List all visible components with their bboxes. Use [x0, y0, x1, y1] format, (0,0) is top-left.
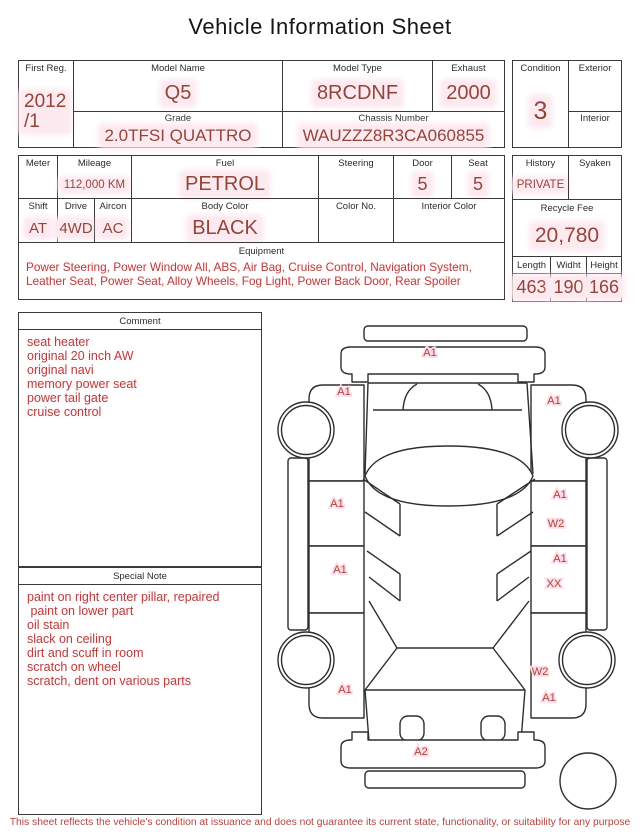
damage-code-label: A1: [547, 395, 561, 407]
note-line: scratch on wheel: [27, 660, 121, 674]
exterior-value: [569, 76, 621, 111]
note-line: paint on lower part: [27, 604, 134, 618]
model-name-label: Model Name: [151, 63, 205, 74]
recycle-fee-value: 20,780: [532, 224, 602, 248]
model-name-value: Q5: [162, 82, 195, 105]
condition-value: 3: [531, 97, 551, 126]
color-no-value: [319, 214, 393, 242]
aircon-label: Aircon: [99, 201, 127, 212]
aircon-value: AC: [100, 220, 127, 237]
equipment-value: Power Steering, Power Window All, ABS, Air Bag, Cruise Control, Navigation System, Leather Seat, Power Seat, Alloy Wheels, Fog Light, Power Back Door, Rear Spoiler: [26, 260, 472, 288]
comment-label: Comment: [19, 313, 261, 330]
syaken-value: [569, 171, 621, 199]
syaken-label: Syaken: [579, 158, 611, 169]
page-title: Vehicle Information Sheet: [188, 14, 452, 39]
color-no-label: Color No.: [335, 201, 377, 212]
damage-code-label: A1: [553, 489, 567, 501]
damage-code-label: A1: [338, 684, 352, 696]
grade-cell: [74, 112, 282, 147]
meter-cell: [19, 156, 57, 198]
note-line: oil stain: [27, 618, 70, 632]
condition-cell: [513, 61, 568, 147]
note-line: original 20 inch AW: [27, 349, 134, 363]
recycle-fee-label: Recycle Fee: [540, 202, 594, 214]
shift-value: AT: [26, 220, 50, 237]
car-outline: [278, 326, 618, 809]
history-cell: [513, 156, 568, 199]
fuel-cell: [131, 156, 318, 198]
fuel-label: Fuel: [215, 158, 235, 169]
model-type-value: 8RCDNF: [314, 82, 401, 105]
grade-value: 2.0TFSI QUATTRO: [101, 126, 254, 146]
steering-cell: [318, 156, 393, 198]
drive-value: 4WD: [56, 220, 95, 237]
history-label: History: [525, 158, 556, 169]
width-cell: [550, 257, 586, 301]
note-line: power tail gate: [27, 391, 109, 405]
damage-code-label: A1: [542, 692, 556, 704]
steering-value: [319, 171, 393, 198]
note-line: original navi: [27, 363, 94, 377]
door-cell: [393, 156, 451, 198]
damage-code-label: W2: [547, 518, 565, 530]
comment-box: [18, 312, 262, 567]
length-label: Length: [513, 257, 550, 274]
exhaust-label: Exhaust: [451, 63, 486, 74]
length-value: 463: [513, 277, 549, 298]
spec-table: [18, 155, 505, 300]
note-line: paint on right center pillar, repaired: [27, 590, 220, 604]
exhaust-cell: [432, 61, 504, 111]
door-value: 5: [414, 174, 430, 195]
note-line: slack on ceiling: [27, 632, 112, 646]
note-line: dirt and scuff in room: [27, 646, 144, 660]
condition-label: Condition: [520, 63, 561, 74]
equipment-cell: [19, 242, 504, 299]
chassis-number-label: Chassis Number: [358, 113, 429, 124]
body-color-cell: [131, 199, 318, 242]
note-line: memory power seat: [27, 377, 137, 391]
disclaimer-text: This sheet reflects the vehicle's condition at issuance and does not guarantee its current state, functionality, or suitability for any purpose: [9, 817, 631, 828]
damage-code-label: A1: [333, 564, 347, 576]
mileage-label: Mileage: [77, 158, 112, 169]
comment-lines: [19, 330, 261, 424]
fuel-value: PETROL: [182, 173, 268, 196]
body-color-label: Body Color: [201, 201, 249, 212]
note-line: scratch, dent on various parts: [27, 674, 191, 688]
mileage-value: 112,000 KM: [61, 179, 128, 191]
body-color-value: BLACK: [189, 217, 261, 240]
aircon-cell: [94, 199, 131, 242]
length-cell: [513, 257, 550, 301]
first-reg-cell: [19, 61, 73, 147]
damage-code-label: A1: [337, 386, 351, 398]
damage-code-label: XX: [546, 578, 562, 590]
exterior-label: Exterior: [578, 63, 612, 74]
seat-label: Seat: [468, 158, 488, 169]
interior-color-label: Interior Color: [421, 201, 477, 212]
interior-color-cell: [393, 199, 504, 242]
height-label: Height: [587, 257, 621, 274]
steering-label: Steering: [338, 158, 374, 169]
chassis-number-cell: [282, 112, 504, 147]
equipment-label: Equipment: [238, 245, 285, 257]
model-type-cell: [282, 61, 432, 111]
seat-cell: [451, 156, 504, 198]
color-no-cell: [318, 199, 393, 242]
spare-wheel: [560, 753, 616, 809]
special-note-box: [18, 567, 262, 815]
width-label: Widht: [551, 257, 586, 274]
identity-table: [18, 60, 505, 148]
recycle-fee-cell: [513, 199, 621, 256]
interior-color-value: [394, 214, 504, 242]
meter-label: Meter: [25, 158, 51, 169]
seat-value: 5: [470, 174, 486, 195]
damage-code-label: A1: [423, 347, 437, 359]
damage-code-label: W2: [531, 666, 549, 678]
history-table: [512, 155, 622, 302]
note-line: seat heater: [27, 335, 90, 349]
model-name-cell: [74, 61, 282, 111]
car-damage-diagram: [268, 312, 638, 814]
height-value: 166: [586, 277, 622, 298]
exhaust-value: 2000: [443, 82, 494, 105]
history-value: PRIVATE: [514, 179, 568, 191]
special-note-lines: [19, 585, 261, 693]
drive-cell: [57, 199, 94, 242]
special-note-label: Special Note: [19, 568, 261, 585]
chassis-number-value: WAUZZZ8R3CA060855: [300, 126, 488, 146]
shift-label: Shift: [28, 201, 48, 212]
door-label: Door: [412, 158, 433, 169]
interior-label: Interior: [569, 111, 621, 125]
width-value: 190: [550, 277, 586, 298]
grade-label: Grade: [164, 113, 192, 124]
damage-code-label: A1: [330, 498, 344, 510]
mileage-cell: [57, 156, 131, 198]
interior-value: [569, 125, 621, 147]
condition-table: [512, 60, 622, 148]
model-type-label: Model Type: [333, 63, 382, 74]
syaken-cell: [568, 156, 621, 199]
note-line: cruise control: [27, 405, 102, 419]
first-reg-value: 2012 /1: [21, 92, 69, 132]
damage-code-label: A2: [414, 746, 428, 758]
meter-value: [19, 171, 57, 198]
height-cell: [586, 257, 621, 301]
damage-code-label: A1: [553, 553, 567, 565]
drive-label: Drive: [64, 201, 88, 212]
first-reg-label: First Reg.: [25, 63, 67, 74]
shift-cell: [19, 199, 57, 242]
